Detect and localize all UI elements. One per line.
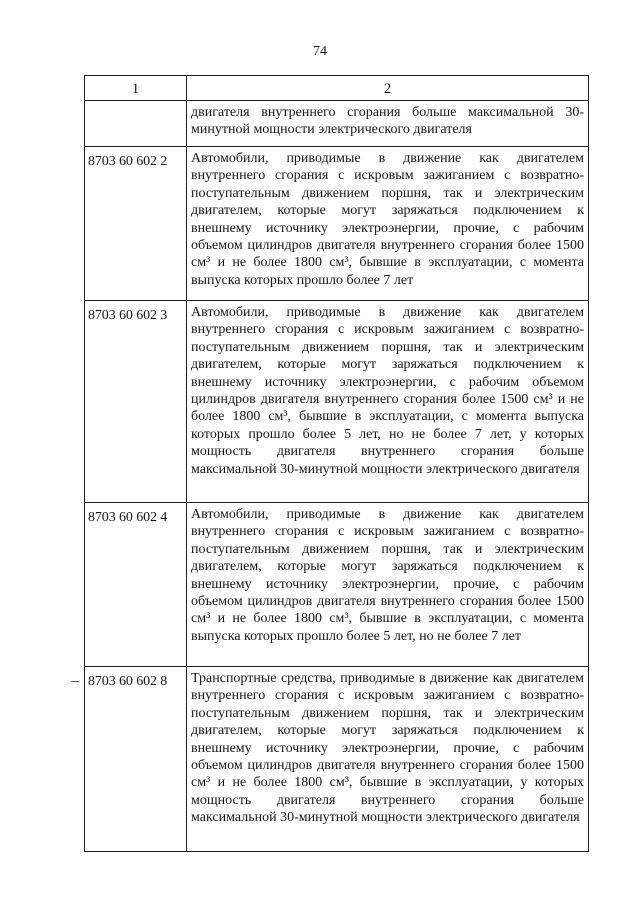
row-description: Транспортные средства, приводимые в движение как двигателем внутреннего сгорания с искровым зажиганием с возвратно-поступательным движением поршня, так и электрическим двигателем, которые могут заряжаться подключением к внешнему источнику электроэнергии, прочие, с рабочим объемом цилиндров двигателя внутреннего сгорания более 1500 см³ и не более 1800 см³, бывшие в эксплуатации, у которых мощность двигателя внутреннего сгорания больше максимальной 30-минутной мощности электрического двигателя: [191, 671, 584, 826]
table-row: [85, 667, 589, 852]
row-description: Автомобили, приводимые в движение как двигателем внутреннего сгорания с искровым зажиганием с возвратно-поступательным движением поршня, так и электрическим двигателем, которые могут заряжаться подключением к внешнему источнику электроэнергии, с рабочим объемом цилиндров двигателя внутреннего сгорания более 1500 см³ и не более 1800 см³, бывшие в эксплуатации, с момента выпуска которых прошло более 5 лет, но не более 7 лет, у которых мощность двигателя внутреннего сгорания больше максимальной 30-минутной мощности электрического двигателя: [191, 305, 584, 477]
row-code: 8703 60 602 8: [85, 667, 187, 852]
row-description-cell: [187, 667, 589, 852]
page-number: 74: [313, 44, 327, 59]
row-description: Автомобили, приводимые в движение как двигателем внутреннего сгорания с искровым зажиганием с возвратно-поступательным движением поршня, так и электрическим двигателем, которые могут заряжаться подключением к внешнему источнику электроэнергии, прочие, с рабочим объемом цилиндров двигателя внутреннего сгорания более 1500 см³ и не более 1800 см³, бывшие в эксплуатации, с момента выпуска которых прошло более 5 лет, но не более 7 лет: [191, 507, 584, 644]
column-header-2: 2: [187, 76, 589, 101]
row-description: Автомобили, приводимые в движение как двигателем внутреннего сгорания с искровым зажиганием с возвратно-поступательным движением поршня, так и электрическим двигателем, которые могут заряжаться подключением к внешнему источнику электроэнергии, прочие, с рабочим объемом цилиндров двигателя внутреннего сгорания более 1500 см³ и не более 1800 см³, бывшие в эксплуатации, с момента выпуска которых прошло более 7 лет: [191, 151, 584, 288]
row-code: 8703 60 602 3: [85, 301, 187, 503]
column-header-1: 1: [85, 76, 187, 101]
table-row: [85, 503, 589, 667]
tariff-table: [84, 75, 589, 852]
row-code: 8703 60 602 2: [85, 147, 187, 301]
table-header-row: [85, 76, 589, 101]
row-code: [85, 101, 187, 147]
table-row: [85, 147, 589, 301]
margin-mark: [71, 681, 79, 682]
table-row: [85, 101, 589, 147]
row-description-cell: [187, 503, 589, 667]
table-row: [85, 301, 589, 503]
row-description-cell: [187, 147, 589, 301]
row-description: двигателя внутреннего сгорания больше максимальной 30-минутной мощности электрического двигателя: [191, 105, 584, 138]
row-description-cell: [187, 301, 589, 503]
row-description-cell: [187, 101, 589, 147]
row-code: 8703 60 602 4: [85, 503, 187, 667]
